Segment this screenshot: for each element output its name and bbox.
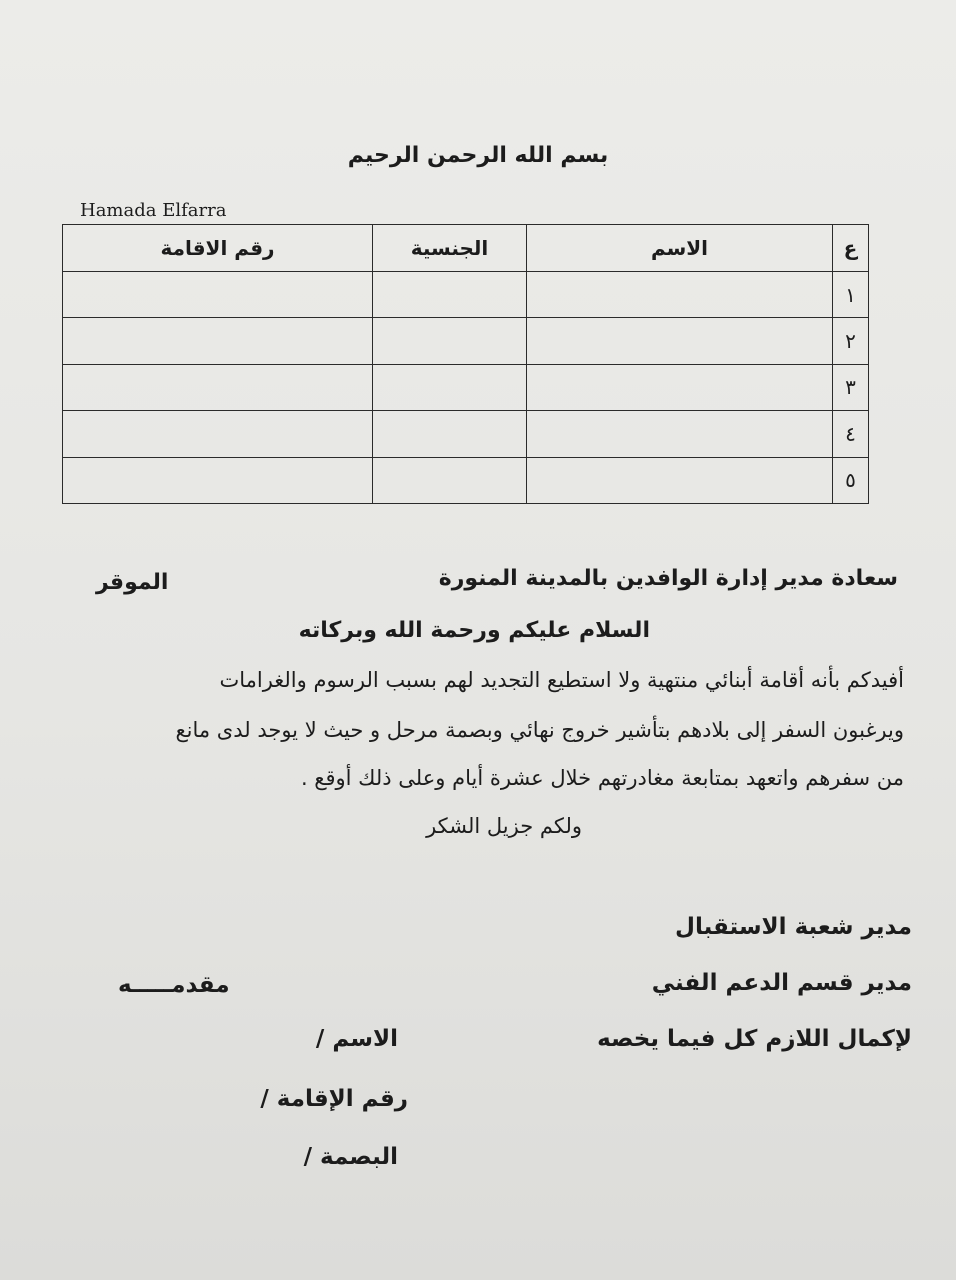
row-number: ٢: [833, 318, 869, 364]
cell-nationality: [373, 272, 527, 318]
table-row: [63, 457, 869, 503]
letter-body-line-3: من سفرهم واتعهد بمتابعة مغادرتهم خلال عشرة أيام وعلى ذلك أوقع .: [300, 766, 904, 790]
forwarding-instruction: لإكمال اللازم كل فيما يخصه: [597, 1026, 912, 1052]
cell-nationality: [373, 457, 527, 503]
table-row: [63, 364, 869, 410]
letter-body-line-1: أفيدكم بأنه أقامة أبنائي منتهية ولا استطيع التجديد لهم بسبب الرسوم والغرامات: [219, 668, 904, 692]
applicant-name-label: الاسم /: [315, 1026, 398, 1052]
letter-greeting: السلام عليكم ورحمة الله وبركاته: [298, 618, 650, 643]
cell-nationality: [373, 411, 527, 457]
letter-honorific: الموقر: [96, 570, 169, 595]
row-number: ٤: [833, 411, 869, 457]
header-iqama-number: رقم الاقامة: [63, 225, 373, 272]
cell-iqama: [63, 318, 373, 364]
applicant-label: مقدمـــــه: [118, 972, 230, 998]
row-number: ٥: [833, 457, 869, 503]
applicant-iqama-label: رقم الإقامة /: [260, 1086, 408, 1112]
cell-name: [527, 364, 833, 410]
cell-name: [527, 272, 833, 318]
row-number: ١: [833, 272, 869, 318]
cell-name: [527, 318, 833, 364]
cell-nationality: [373, 364, 527, 410]
table-row: [63, 272, 869, 318]
table-row: [63, 318, 869, 364]
table-header-row: [63, 225, 869, 272]
applicant-fingerprint-label: البصمة /: [303, 1144, 398, 1170]
cell-nationality: [373, 318, 527, 364]
letter-closing: ولكم جزيل الشكر: [426, 814, 582, 838]
applicants-table: [62, 224, 869, 504]
letter-body-line-2: ويرغبون السفر إلى بلادهم بتأشير خروج نهائي وبصمة مرحل و حيث لا يوجد لدى مانع: [175, 718, 904, 742]
header-nationality: الجنسية: [373, 225, 527, 272]
cell-iqama: [63, 272, 373, 318]
letter-recipient: سعادة مدير إدارة الوافدين بالمدينة المنورة: [438, 566, 898, 591]
cell-name: [527, 411, 833, 457]
addressee-support-manager: مدير قسم الدعم الفني: [651, 970, 912, 996]
table-row: [63, 411, 869, 457]
cell-name: [527, 457, 833, 503]
cell-iqama: [63, 457, 373, 503]
cell-iqama: [63, 364, 373, 410]
row-number: ٣: [833, 364, 869, 410]
watermark-text: Hamada Elfarra: [80, 200, 227, 221]
header-serial: ع: [833, 225, 869, 272]
header-name: الاسم: [527, 225, 833, 272]
addressee-reception-manager: مدير شعبة الاستقبال: [675, 914, 912, 940]
cell-iqama: [63, 411, 373, 457]
basmala-heading: بسم الله الرحمن الرحيم: [347, 143, 609, 168]
